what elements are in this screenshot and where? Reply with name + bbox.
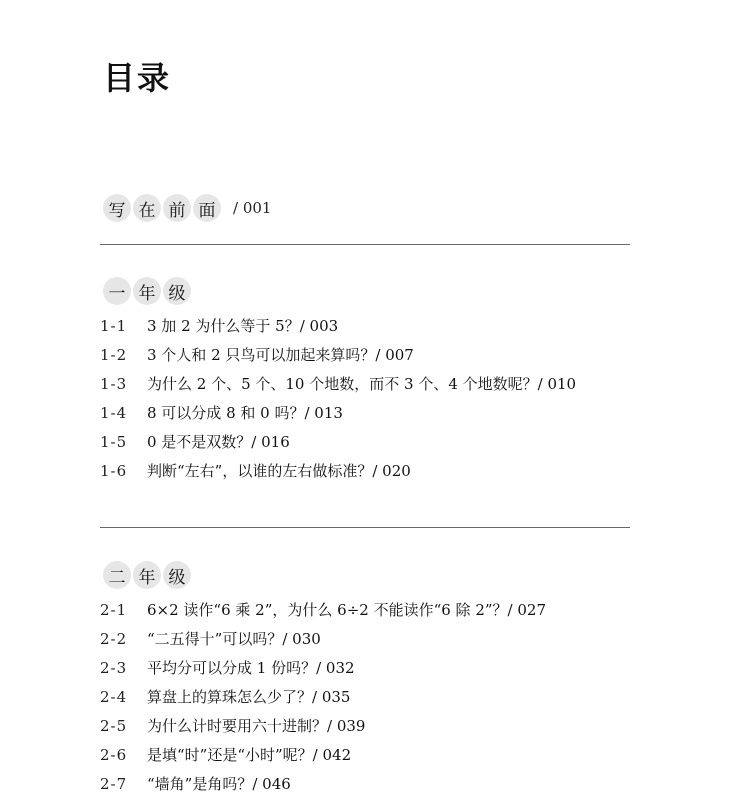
preface-title-char: 前 xyxy=(163,194,191,222)
toc-entry[interactable] xyxy=(100,344,576,373)
toc-entry-number: 1-3 xyxy=(100,375,128,393)
toc-entry-number: 1-4 xyxy=(100,404,128,422)
preface-title-char: 写 xyxy=(103,194,131,222)
toc-entry-number: 2-1 xyxy=(100,601,128,619)
toc-entry-title: 8 可以分成 8 和 0 吗？/ 013 xyxy=(147,404,343,422)
preface-page-number: / 001 xyxy=(233,199,272,217)
toc-entry-title: “墙角”是角吗？/ 046 xyxy=(147,775,291,793)
preface-title-char: 在 xyxy=(133,194,161,222)
toc-entry-title: 为什么计时要用六十进制？/ 039 xyxy=(147,717,366,735)
toc-entry-number: 2-2 xyxy=(100,630,128,648)
grade2-title-char: 年 xyxy=(133,561,161,589)
toc-entry-number: 2-3 xyxy=(100,659,128,677)
toc-entry[interactable] xyxy=(100,657,546,686)
grade1-title-char: 一 xyxy=(103,277,131,305)
toc-entry-number: 2-6 xyxy=(100,746,128,764)
toc-entry[interactable] xyxy=(100,315,576,344)
toc-entry-title: 为什么 2 个、5 个、10 个地数，而不 3 个、4 个地数呢？/ 010 xyxy=(147,375,577,393)
toc-entry-title: 平均分可以分成 1 份吗？/ 032 xyxy=(147,659,355,677)
grade2-title-char: 二 xyxy=(103,561,131,589)
preface-title-char: 面 xyxy=(193,194,221,222)
grade1-title-char: 年 xyxy=(133,277,161,305)
toc-entry[interactable] xyxy=(100,402,576,431)
toc-entry-number: 2-4 xyxy=(100,688,128,706)
toc-entry-title: 是填“时”还是“小时”呢？/ 042 xyxy=(147,746,352,764)
section-divider xyxy=(100,244,630,245)
grade2-header xyxy=(103,560,193,590)
grade1-title-pill xyxy=(103,276,193,306)
toc-entry-number: 2-7 xyxy=(100,775,128,793)
toc-entry[interactable] xyxy=(100,373,576,402)
grade1-toc-list xyxy=(100,315,576,489)
toc-entry[interactable] xyxy=(100,744,546,773)
grade2-title-char: 级 xyxy=(163,561,191,589)
toc-entry[interactable] xyxy=(100,460,576,489)
toc-entry[interactable] xyxy=(100,599,546,628)
toc-entry[interactable] xyxy=(100,628,546,657)
toc-entry[interactable] xyxy=(100,773,546,802)
grade1-title-char: 级 xyxy=(163,277,191,305)
grade2-toc-list xyxy=(100,599,546,802)
grade2-title-pill xyxy=(103,560,193,590)
toc-entry-title: 算盘上的算珠怎么少了？/ 035 xyxy=(147,688,351,706)
toc-entry-number: 1-5 xyxy=(100,433,128,451)
toc-entry-number: 1-6 xyxy=(100,462,128,480)
toc-entry[interactable] xyxy=(100,686,546,715)
preface-header[interactable] xyxy=(103,193,271,223)
toc-entry-title: 3 个人和 2 只鸟可以加起来算吗？/ 007 xyxy=(147,346,414,364)
toc-entry-title: 0 是不是双数？/ 016 xyxy=(147,433,290,451)
preface-title-pill xyxy=(103,193,223,223)
toc-entry-title: 6×2 读作“6 乘 2”，为什么 6÷2 不能读作“6 除 2”？/ 027 xyxy=(147,601,546,619)
toc-entry-number: 2-5 xyxy=(100,717,128,735)
grade1-header xyxy=(103,276,193,306)
section-divider xyxy=(100,527,630,528)
toc-entry-title: “二五得十”可以吗？/ 030 xyxy=(147,630,321,648)
toc-entry-title: 判断“左右”，以谁的左右做标准？/ 020 xyxy=(147,462,411,480)
toc-entry-number: 1-2 xyxy=(100,346,128,364)
toc-entry-title: 3 加 2 为什么等于 5？/ 003 xyxy=(147,317,339,335)
page-title: 目录 xyxy=(103,59,172,97)
toc-entry[interactable] xyxy=(100,431,576,460)
toc-entry[interactable] xyxy=(100,715,546,744)
toc-entry-number: 1-1 xyxy=(100,317,128,335)
